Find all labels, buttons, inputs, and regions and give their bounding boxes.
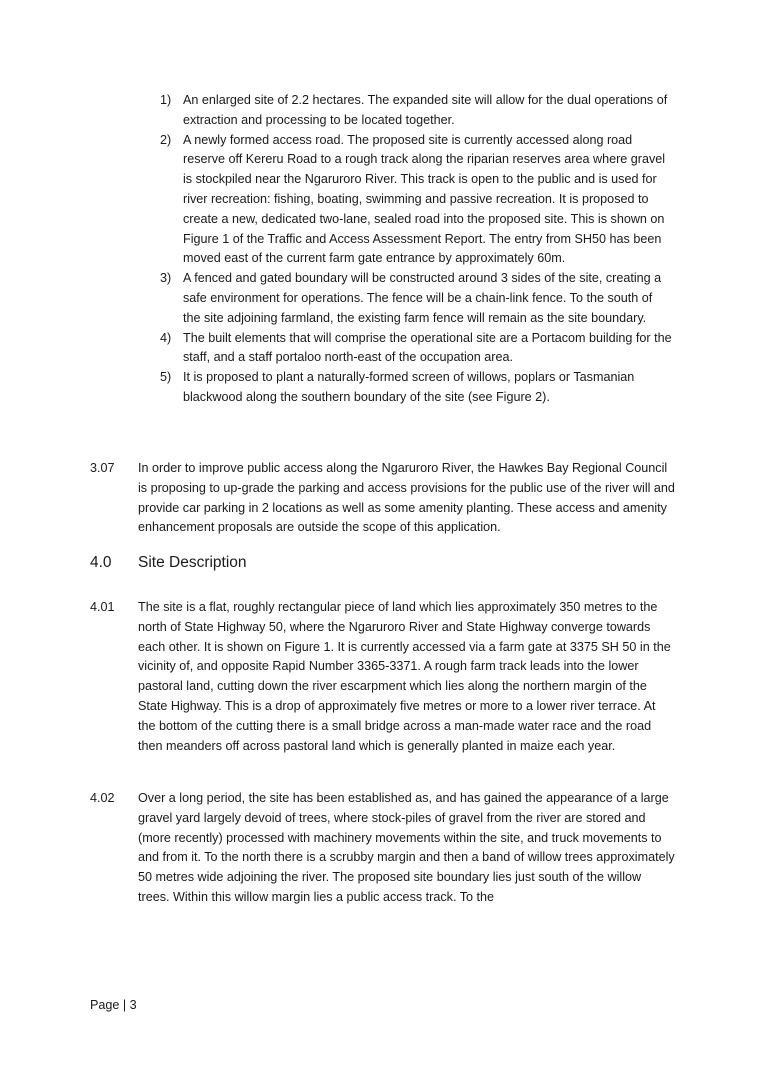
paragraph-number: 4.01	[90, 600, 115, 614]
list-item	[160, 368, 672, 408]
list-item-number: 3)	[160, 271, 172, 286]
section-number: 4.0	[90, 554, 112, 571]
paragraph-3-07	[90, 459, 675, 538]
paragraph-number: 4.02	[90, 791, 115, 805]
page-number-footer: Page | 3	[90, 998, 137, 1012]
list-item-text: It is proposed to plant a naturally-formed screen of willows, poplars or Tasmanian blackwood along the southern boundary of the site (see Figure 2).	[183, 370, 635, 404]
list-item	[160, 131, 672, 270]
list-item-text: The built elements that will comprise the operational site are a Portacom building for the staff, and a staff portaloo north-east of the occupation area.	[183, 330, 672, 365]
paragraph-text: The site is a flat, roughly rectangular piece of land which lies approximately 350 metres to the north of State Highway 50, where the Ngaruroro River and State Highway converge towards each other. It is shown on Figure 1. It is currently accessed via a farm gate at 3375 SH 50 in the vicinity of, and opposite Rapid Number 3365-3371. A rough farm track leads into the lower pastoral land, cutting down the river escarpment which lies along the northern margin of the State Highway. This is a drop of approximately five metres or more to a lower river terrace. At the bottom of the cutting there is a small bridge across a man-made water race and the road then meanders off across pastoral land which is generally planted in maize each year.	[138, 600, 671, 753]
paragraph-number: 3.07	[90, 461, 115, 475]
section-heading	[90, 554, 247, 572]
numbered-list	[160, 91, 672, 408]
list-item-number: 5)	[160, 370, 172, 385]
list-item-number: 4)	[160, 330, 172, 345]
list-item	[160, 91, 672, 131]
paragraph-text: Over a long period, the site has been established as, and has gained the appearance of a large gravel yard largely devoid of trees, where stock-piles of gravel from the river are stored and (more recently) processed with machinery movements within the site, and truck movements to and from it. To the north there is a scrubby margin and then a band of willow trees approximately 50 metres wide adjoining the river. The proposed site boundary lies just south of the willow trees. Within this willow margin lies a public access track. To the	[138, 791, 675, 904]
list-item-number: 1)	[160, 93, 172, 107]
list-item	[160, 329, 672, 369]
paragraph-4-02	[90, 789, 675, 908]
section-title: Site Description	[138, 554, 247, 571]
list-item-text: A newly formed access road. The proposed site is currently accessed along road reserve off Kereru Road to a rough track along the riparian reserves area where gravel is stockpiled near the Ngaruroro River. This track is open to the public and is used for river recreation: fishing, boating, swimming and passive recreation. It is proposed to create a new, dedicated two-lane, sealed road into the proposed site. This is shown on Figure 1 of the Traffic and Access Assessment Report. The entry from SH50 has been moved east of the current farm gate entrance by approximately 60m.	[183, 132, 666, 266]
list-item-number: 2)	[160, 132, 172, 147]
list-item-text: A fenced and gated boundary will be constructed around 3 sides of the site, creating a safe environment for operations. The fence will be a chain-link fence. To the south of the site adjoining farmland, the existing farm fence will remain as the site boundary.	[183, 271, 662, 325]
paragraph-4-01	[90, 598, 675, 756]
list-item	[160, 269, 672, 328]
list-item-text: An enlarged site of 2.2 hectares. The expanded site will allow for the dual operations of extraction and processing to be located together.	[183, 93, 668, 127]
paragraph-text: In order to improve public access along the Ngaruroro River, the Hawkes Bay Regional Council is proposing to up-grade the parking and access provisions for the public use of the river will and provide car parking in 2 locations as well as some amenity planting. These access and amenity enhancement proposals are outside the scope of this application.	[138, 461, 675, 535]
